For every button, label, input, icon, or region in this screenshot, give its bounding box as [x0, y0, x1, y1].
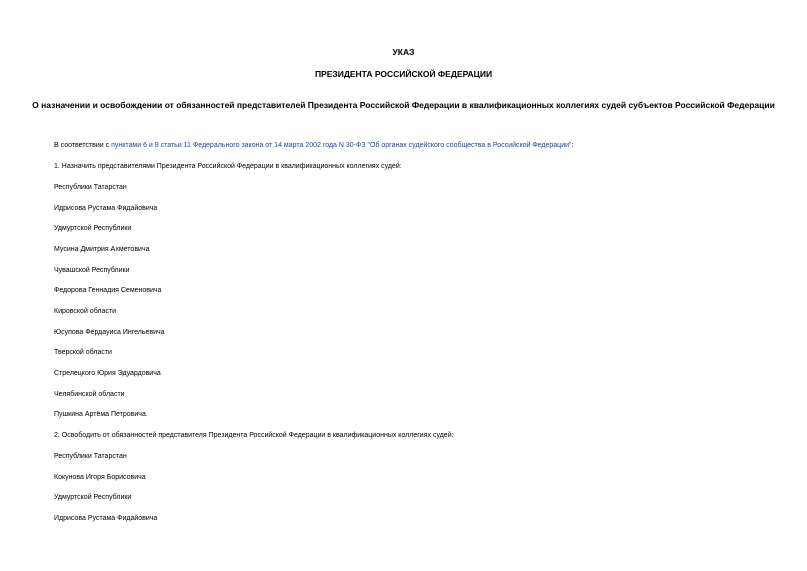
region-line: Челябинской области [54, 391, 125, 398]
preamble-paragraph [54, 141, 573, 150]
person-line: Идрисова Рустама Фидайовича [54, 205, 158, 212]
person-line: Стрелецкого Юрия Эдуардовича [54, 370, 161, 377]
person-line: Пушкина Артёма Петровича. [54, 411, 148, 418]
region-line: Чувашской Республики [54, 267, 130, 274]
person-line: Мусина Дмитрия Ахметовича [54, 246, 150, 253]
region-line: Тверской области [54, 349, 112, 356]
region-line: Удмуртской Республики [54, 494, 132, 501]
document-subtitle: ПРЕЗИДЕНТА РОССИЙСКОЙ ФЕДЕРАЦИИ [314, 69, 493, 79]
preamble-prefix: В соответствии с [54, 142, 112, 149]
person-line: Кокунова Игоря Борисовича [54, 474, 146, 481]
document-title: УКАЗ [392, 47, 415, 57]
person-line: Юсупова Фердауиса Ингельевича [54, 329, 165, 336]
person-line: Федорова Геннадия Семеновича [54, 287, 162, 294]
release-clause: 2. Освободить от обязанностей представителя Президента Российской Федерации в квалификационных коллегиях судей: [54, 432, 454, 439]
law-reference-link[interactable]: пунктами 6 и 8 статьи 11 Федерального закона от 14 марта 2002 года N 30-ФЗ "Об органах судейского сообщества в Российской Федерации" [111, 142, 572, 149]
region-line: Республики Татарстан [54, 453, 127, 460]
region-line: Республики Татарстан [54, 184, 127, 191]
person-line: Идрисова Рустама Фидайовича [54, 515, 158, 522]
preamble-suffix: : [571, 142, 574, 149]
appoint-clause: 1. Назначить представителями Президента Российской Федерации в квалификационных коллегиях судей: [54, 163, 402, 170]
region-line: Удмуртской Республики [54, 225, 132, 232]
document-subject: О назначении и освобождении от обязанностей представителей Президента Российской Федерации в квалификационных коллегиях судей субъектов Российской Федерации [32, 100, 775, 110]
region-line: Кировской области [54, 308, 116, 315]
